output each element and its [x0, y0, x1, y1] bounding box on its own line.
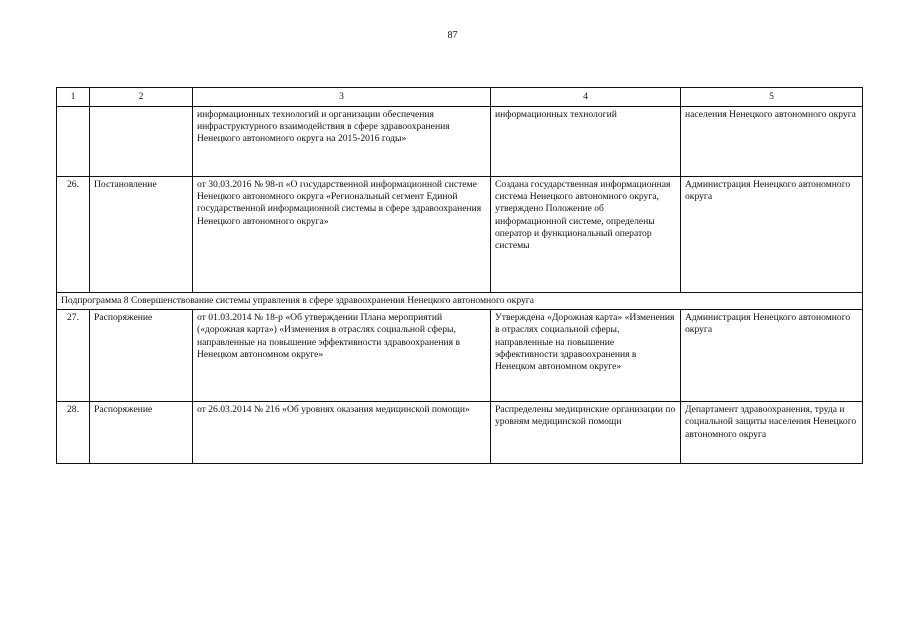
row-number — [57, 107, 90, 177]
executor-cell: Администрация Ненецкого автономного округа — [681, 177, 863, 293]
doc-type-cell: Распоряжение — [90, 402, 193, 464]
header-row — [57, 88, 863, 107]
table-row — [57, 310, 863, 402]
table-row — [57, 402, 863, 464]
doc-type-cell — [90, 107, 193, 177]
doc-type-cell: Распоряжение — [90, 310, 193, 402]
table-row — [57, 107, 863, 177]
doc-type-cell: Постановление — [90, 177, 193, 293]
section-row — [57, 293, 863, 310]
result-cell: информационных технологий — [491, 107, 681, 177]
description-cell: информационных технологий и организации обеспечения инфраструктурного взаимодействия в сфере здравоохранения Ненецкого автономного округа на 2015-2016 годы» — [193, 107, 491, 177]
column-header-5: 5 — [681, 88, 863, 107]
column-header-4: 4 — [491, 88, 681, 107]
column-header-1: 1 — [57, 88, 90, 107]
row-number: 27. — [57, 310, 90, 402]
row-number: 26. — [57, 177, 90, 293]
row-number: 28. — [57, 402, 90, 464]
column-header-3: 3 — [193, 88, 491, 107]
result-cell: Утверждена «Дорожная карта» «Изменения в отраслях социальной сферы, направленные на повышение эффективности здравоохранения в Ненецком автономном округе» — [491, 310, 681, 402]
table-row — [57, 177, 863, 293]
column-header-2: 2 — [90, 88, 193, 107]
executor-cell: Администрация Ненецкого автономного округа — [681, 310, 863, 402]
page-number: 87 — [447, 30, 458, 41]
result-cell: Создана государственная информационная система Ненецкого автономного округа, утверждено Положение об информационной системе, определены оператор и функциональный оператор системы — [491, 177, 681, 293]
document-table — [56, 87, 863, 464]
description-cell: от 01.03.2014 № 18-р «Об утверждении Плана мероприятий («дорожная карта») «Изменения в отраслях социальной сферы, направленные на повышение эффективности здравоохранения в Ненецком автономном округе» — [193, 310, 491, 402]
executor-cell: населения Ненецкого автономного округа — [681, 107, 863, 177]
result-cell: Распределены медицинские организации по уровням медицинской помощи — [491, 402, 681, 464]
subprogram-heading: Подпрограмма 8 Совершенствование системы управления в сфере здравоохранения Ненецкого автономного округа — [57, 293, 863, 310]
description-cell: от 26.03.2014 № 216 «Об уровнях оказания медицинской помощи» — [193, 402, 491, 464]
executor-cell: Департамент здравоохранения, труда и социальной защиты населения Ненецкого автономного округа — [681, 402, 863, 464]
description-cell: от 30.03.2016 № 98-п «О государственной информационной системе Ненецкого автономного округа «Региональный сегмент Единой государственной информационной системы в сфере здравоохранения Ненецкого автономного округа» — [193, 177, 491, 293]
